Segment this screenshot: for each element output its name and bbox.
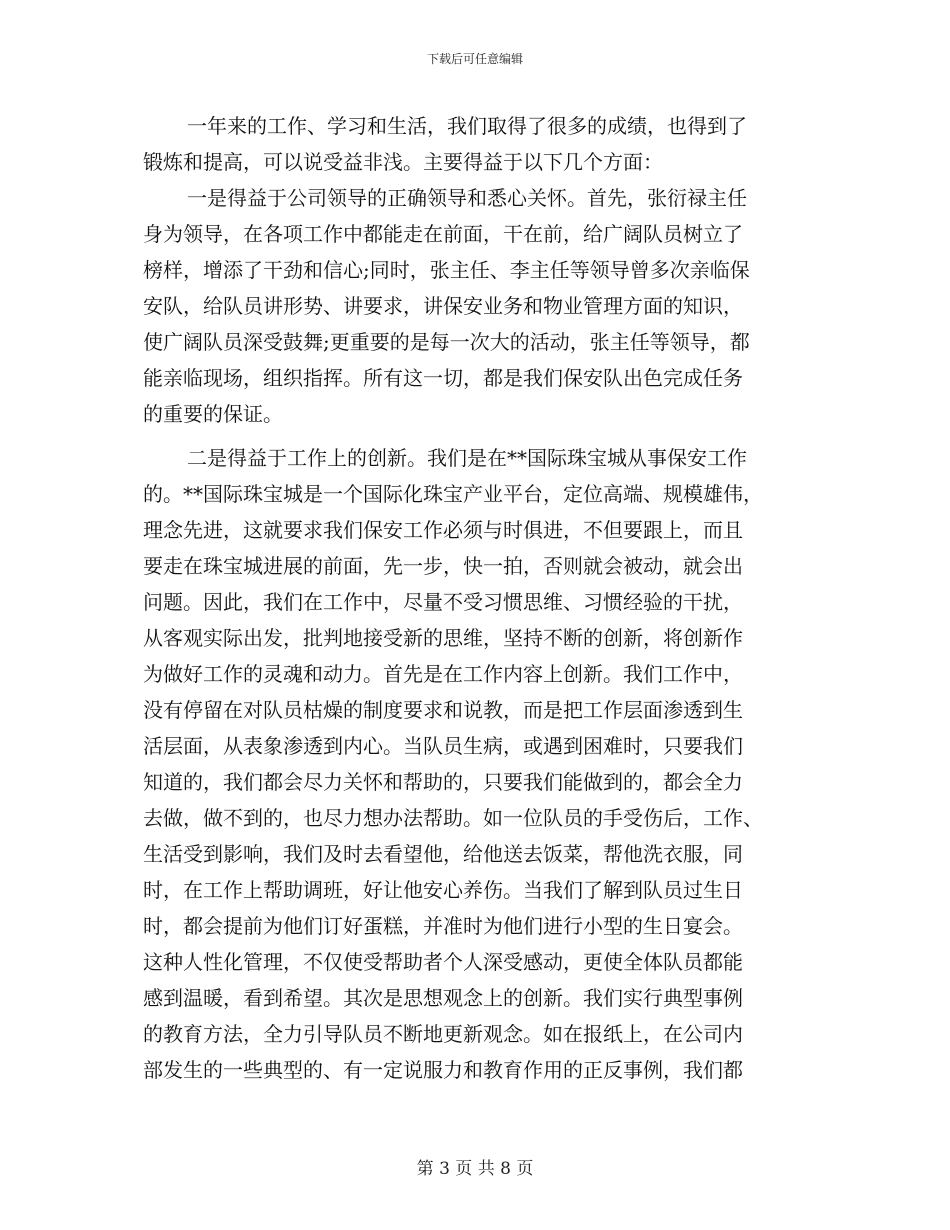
text-line: 榜样，增添了干劲和信心;同时，张主任、李主任等领导曾多次亲临保 [143, 258, 750, 282]
paragraph-2 [143, 180, 803, 432]
text-line: 一年来的工作、学习和生活，我们取得了很多的成绩，也得到了 [187, 114, 747, 138]
text-line: 身为领导，在各项工作中都能走在前面，干在前，给广阔队员树立了 [143, 222, 743, 246]
text-line: 要走在珠宝城进展的前面，先一步，快一拍，否则就会被动，就会出 [143, 554, 743, 578]
text-line: 锻炼和提高，可以说受益非浅。主要得益于以下几个方面： [143, 150, 663, 174]
text-line: 二是得益于工作上的创新。我们是在**国际珠宝城从事保安工作 [187, 446, 747, 470]
text-line: 问题。因此，我们在工作中，尽量不受习惯思维、习惯经验的干扰， [143, 590, 743, 614]
text-line: 理念先进，这就要求我们保安工作必须与时俱进，不但要跟上，而且 [143, 518, 743, 542]
text-line: 活层面，从表象渗透到内心。当队员生病，或遇到困难时，只要我们 [143, 734, 743, 758]
text-line: 生活受到影响，我们及时去看望他，给他送去饭菜，帮他洗衣服，同 [143, 842, 743, 866]
page-header: 下载后可任意编辑 [426, 52, 523, 66]
text-line: 没有停留在对队员枯燥的制度要求和说教，而是把工作层面渗透到生 [143, 698, 743, 722]
text-line: 的重要的保证。 [143, 402, 283, 426]
paragraph-3 [143, 440, 803, 1088]
text-line: 安队，给队员讲形势、讲要求，讲保安业务和物业管理方面的知识， [143, 294, 743, 318]
text-line: 的。**国际珠宝城是一个国际化珠宝产业平台，定位高端、规模雄伟， [143, 482, 763, 506]
text-line: 一是得益于公司领导的正确领导和悉心关怀。首先，张衍禄主任 [187, 186, 747, 210]
page-footer: 第 3 页 共 8 页 [416, 1159, 534, 1179]
text-line: 时，在工作上帮助调班，好让他安心养伤。当我们了解到队员过生日 [143, 878, 743, 902]
text-line: 为做好工作的灵魂和动力。首先是在工作内容上创新。我们工作中， [143, 662, 743, 686]
text-line: 从客观实际出发，批判地接受新的思维，坚持不断的创新，将创新作 [143, 626, 743, 650]
text-line: 这种人性化管理，不仅使受帮助者个人深受感动，更使全体队员都能 [143, 950, 743, 974]
text-line: 能亲临现场，组织指挥。所有这一切，都是我们保安队出色完成任务 [143, 366, 743, 390]
text-line: 使广阔队员深受鼓舞;更重要的是每一次大的活动，张主任等领导，都 [143, 330, 750, 354]
paragraph-gap [143, 432, 803, 440]
text-line: 的教育方法，全力引导队员不断地更新观念。如在报纸上，在公司内 [143, 1022, 743, 1046]
paragraph-1 [143, 108, 803, 180]
text-line: 部发生的一些典型的、有一定说服力和教育作用的正反事例，我们都 [143, 1058, 743, 1082]
text-line: 去做，做不到的，也尽力想办法帮助。如一位队员的手受伤后，工作、 [143, 806, 763, 830]
text-line: 时，都会提前为他们订好蛋糕，并准时为他们进行小型的生日宴会。 [143, 914, 743, 938]
text-line: 感到温暖，看到希望。其次是思想观念上的创新。我们实行典型事例 [143, 986, 743, 1010]
document-body [143, 108, 803, 1088]
text-line: 知道的，我们都会尽力关怀和帮助的，只要我们能做到的，都会全力 [143, 770, 743, 794]
